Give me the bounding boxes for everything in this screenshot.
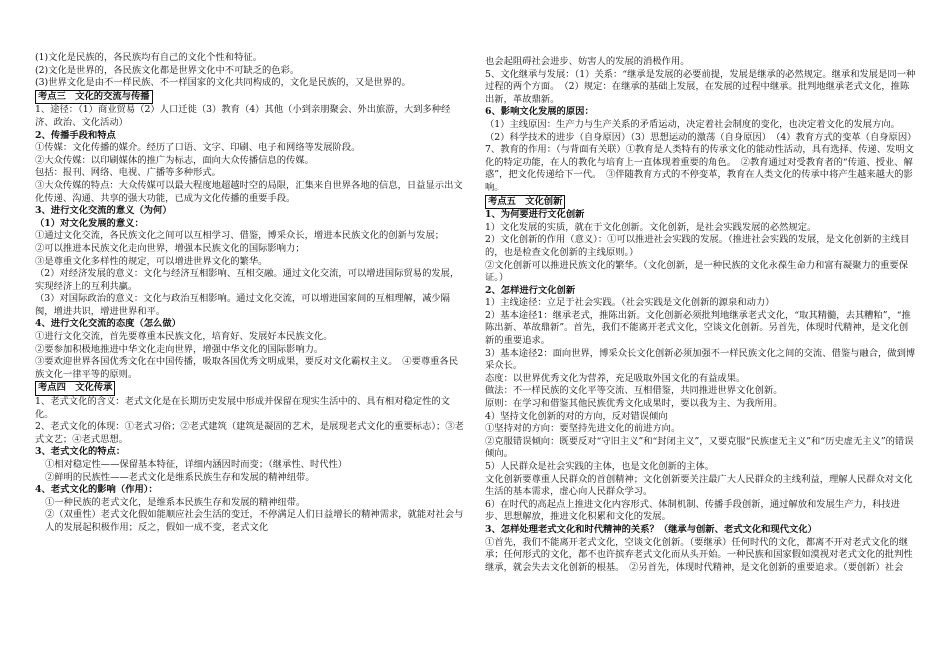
text-line: (1)文化是民族的，各民族均有自己的文化个性和特征。 xyxy=(35,52,262,63)
text-line: ②文化创新可以推进民族文化的繁华。（文化创新，是一种民族的文化永葆生命力和富有凝聚力的重要保证。） xyxy=(485,259,909,284)
text-line: ②克服错误倾向：既要反对“守旧主义”和“封闭主义”，又要克服“民族虚无主义”和“历史虚无主义”的错误倾向。 xyxy=(485,435,914,460)
text-line: （1）对文化发展的意义： xyxy=(35,217,144,229)
text-line: ①通过文化交流，各民族文化之间可以互相学习、借鉴，博采众长，增进本民族文化的创新与发展； xyxy=(35,230,445,242)
text-line: ①首先，我们不能离开老式文化，空谈文化创新。（要继承）任何时代的文化，都离不开对老式文化的继承；任何形式的文化，都不也许摈弃老式文化而从头开始。一种民族和国家假如漠视对老式文化的批判性继承，就会失去文化创新的根基。 ②另首先，体现时代精神，是文化创新的重要追求。（要创新）社会 xyxy=(485,536,913,573)
text-line: ③要欢迎世界各国优秀文化在中国传播，吸取各国优秀文明成果，要反对文化霸权主义。 ④要尊重各民族文化一律平等的原则。 xyxy=(35,356,459,380)
text-line: ②大众传媒：以印刷媒体的推广为标志，面向大众传播信息的传媒。 xyxy=(35,154,314,166)
right-column xyxy=(485,56,917,574)
section-heading xyxy=(35,90,466,105)
text-line: 2）文化创新的作用（意义）：①可以推进社会实践的发展。（推进社会实践的发展，是文化创新的主线目的，也是检查文化创新的主线原则。） xyxy=(485,234,910,258)
text-line: 2、怎样进行文化创新 xyxy=(485,284,576,296)
text-line: ①传媒：文化传播的媒介。经历了口语、文字、印刷、电子和网络等发展阶段。 xyxy=(35,142,361,154)
text-line: 6、影响文化发展的原因： xyxy=(485,106,594,118)
text-line: （3）对国际政治的意义：文化与政治互相影响。通过文化交流，可以增进国家间的互相理解，减少隔阂，增进共识，增进世界和平。 xyxy=(35,293,450,317)
text-line: 4、进行文化交流的态度（怎么做） xyxy=(35,318,181,330)
text-line: 3、老式文化的特点： xyxy=(35,446,126,458)
text-line: 也会起阻碍社会进步、妨害人的发展的消极作用。 xyxy=(485,56,690,67)
text-line: （1）主线原因：生产力与生产关系的矛盾运动，决定着社会制度的变化，也决定着文化的发展方向。 （2）科学技术的进步（自身原因）（3）思想运动的激荡（自身原因） （4）教育方式的变革（自身原因） xyxy=(485,118,917,143)
text-line: (2)文化是世界的，各民族文化都是世界文化中不可缺乏的色彩。 xyxy=(35,64,300,76)
text-line: ①相对稳定性——保留基本特征，详细内涵因时而变；（继承性、时代性） xyxy=(45,459,348,470)
text-line: 包括：报刊、网络、电视、广播等多种形式。 xyxy=(35,167,221,179)
text-line: 3、进行文化交流的意义（为何） xyxy=(35,205,172,217)
text-line: 5、文化继承与发展：（1）关系：“继承是发展的必要前提，发展是继承的必然规定。继承和发展是同一种过程的两个方面。 （2）规定：在继承的基础上发展，在发展的过程中继承。批判地继承老式文化，推陈出新，革故鼎新。 xyxy=(485,68,916,105)
text-line: 3）基本途径2：面向世界，博采众长文化创新必须加强不一样民族文化之间的交流、借鉴与融合，做到博采众长。 xyxy=(485,347,916,372)
text-line: 2、传播手段和特点 xyxy=(35,129,116,141)
section-heading-label: 考点四 文化传承 xyxy=(35,381,115,396)
text-line: 态度：以世界优秀文化为营养，充足吸取外国文化的有益成果。 xyxy=(485,372,746,384)
text-line: 1）文化发展的实质，就在于文化创新。文化创新，是社会实践发展的必然规定。 xyxy=(485,221,817,233)
text-line: 2）基本途径1：继承老式，推陈出新。文化创新必须批判地继承老式文化，“取其精髓，去其糟粕”，“推陈出新、革故鼎新”。首先，我们不能离开老式文化，空谈文化创新。另首先，体现时代精神，是文化创新的重要追求。 xyxy=(485,309,911,347)
text-line: 3、怎样处理老式文化和时代精神的关系？（继承与创新、老式文化和现代文化） xyxy=(485,523,817,535)
text-line: ①进行文化交流，首先要尊重本民族文化，培育好、发展好本民族文化。 xyxy=(35,331,333,343)
text-line: ③是尊重文化多样性的规定，可以增进世界文化的繁华。 xyxy=(35,255,268,267)
text-line: 2、老式文化的体现：①老式习俗；②老式建筑（建筑是凝固的艺术，是展现老式文化的重要标志）；③老式文艺；④老式思想。 xyxy=(35,421,464,445)
section-heading-label: 考点五 文化创新 xyxy=(485,195,565,210)
left-column xyxy=(35,52,466,535)
section-heading xyxy=(485,195,917,210)
text-line: ②（双重性）老式文化假如能顺应社会生活的变迁，不停满足人们日益增长的精神需求，就能对社会与人的发展起积极作用；反之，假如一成不变，老式文化 xyxy=(45,509,464,533)
text-line: 4）坚持文化创新的对的方向，反对错误倾向 xyxy=(485,410,668,422)
text-line: 1、途径：（1）商业贸易（2）人口迁徙（3）教育（4）其他（小到亲朋聚会、外出旅游，大到多种经济、政治、文化活动） xyxy=(35,104,451,128)
text-line: 6）在时代的高起点上推进文化内容形式、体制机制、传播手段创新，通过解放和发展生产力，科技进步、思想解放，推进文化积累和文化的发展。 xyxy=(485,498,900,523)
text-line: ②可以推进本民族文化走向世界，增强本民族文化的国际影响力； xyxy=(35,242,305,254)
text-line: ①坚持对的方向：要坚持先进文化的前进方向。 xyxy=(485,423,681,435)
section-heading xyxy=(35,381,466,396)
text-line: 7、教育的作用：（与背面有关联）①教育是人类特有的传承文化的能动性活动，具有选择、传递、发明文化的特定功能，在人的教化与培育上一直体现着重要的角色。 ②教育通过对受教育者的“传道、授业、解惑”，把文化传递给下一代。 ③伴随教育方式的不停变革，教育在人类文化的传承中将产生越来越大的影响。 xyxy=(485,144,914,193)
text-line: ①一种民族的老式文化，是维系本民族生存和发展的精神纽带。 xyxy=(45,496,306,508)
text-line: 做法：不一样民族的文化平等交流、互相借鉴，共同推进世界文化创新。 xyxy=(485,385,783,397)
text-line: 原则：在学习和借鉴其他民族优秀文化成果时，要以我为主、为我所用。 xyxy=(485,398,783,410)
text-line: 5）人民群众是社会实践的主体，也是文化创新的主体。 xyxy=(485,461,715,472)
text-line: 4、老式文化的影响（作用）： xyxy=(35,484,158,496)
text-line: ②要参加积极地推进中华文化走向世界，增强中华文化的国际影响力。 xyxy=(35,343,324,355)
text-line: 1、老式文化的含义：老式文化是在长期历史发展中形成并保留在现实生活中的、具有相对稳定性的文化。 xyxy=(35,396,450,420)
section-heading-label: 考点三 文化的交流与传播 xyxy=(35,90,153,105)
text-line: 1）主线途径：立足于社会实践。（社会实践是文化创新的源泉和动力） xyxy=(485,297,775,309)
text-line: 1、为何要进行文化创新 xyxy=(485,209,585,221)
text-line: （2）对经济发展的意义：文化与经济互相影响、互相交融。通过文化交流，可以增进国际贸易的发展，实现经济上的互利共赢。 xyxy=(35,268,460,292)
text-line: 文化创新要尊重人民群众的首创精神；文化创新要关注最广大人民群众的主线利益，理解人民群众对文化生活的基本需求，虚心向人民群众学习。 xyxy=(485,473,913,498)
text-line: ③大众传媒的特点：大众传媒可以最大程度地超越时空的局限，汇集来自世界各地的信息，日益显示出文化传递、沟通、共享的强大功能，已成为文化传播的重要手段。 xyxy=(35,179,463,204)
text-line: (3)世界文化是由不一样民族、不一样国家的文化共同构成的，文化是民族的，又是世界的。 xyxy=(35,77,411,89)
text-line: ②鲜明的民族性——老式文化是维系民族生存和发展的精神纽带。 xyxy=(45,471,315,483)
